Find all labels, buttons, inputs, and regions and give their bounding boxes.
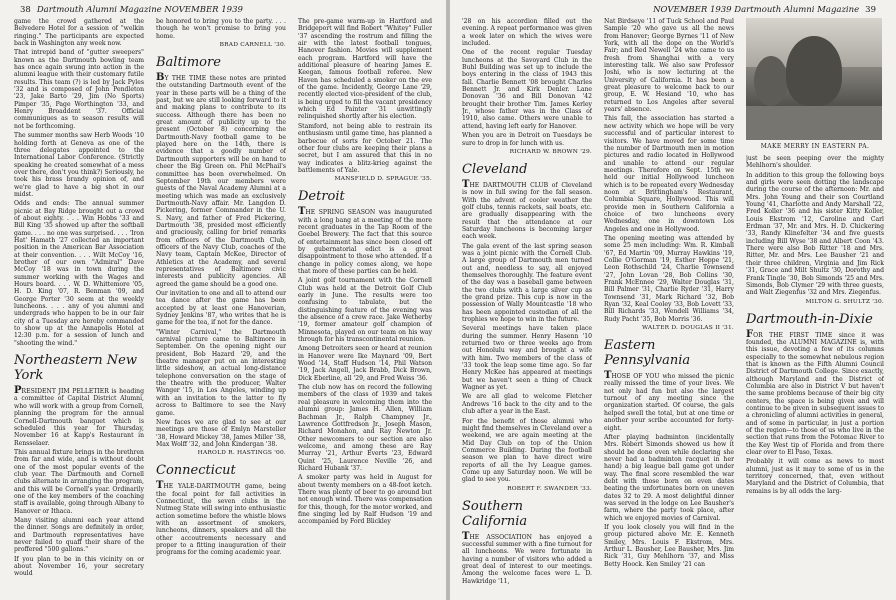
article-paragraph: If you look closely you will find in the group pictured above Mr. E. Kenneth Smiley, Mrs. Louis F. Ekstrom, Mrs. Arthur L. Bausher, Lee Bausher, Mrs. Jim Rick '31, Guy Mehlhorn '37, and Miss Betty Hoock. Ken Smiley '21 can <box>604 523 734 568</box>
article-paragraph: We are all glad to welcome Fletcher Andrews '16 back to the city and to the club after a year in the East. <box>462 393 592 416</box>
article-paragraph: THOSE OF YOU who missed the picnic really missed the time of your lives. We not only had fun but also the largest turnout of any meeting since the organization started. Of course, the gals helped swell the total, but at one time or another your scribe accounted for forty-eight. <box>604 370 734 432</box>
correspondent-signature: HAROLD R. HASTINGS '00. <box>197 450 286 457</box>
section-heading: Southern California <box>462 498 528 529</box>
article-paragraph: just be seen peeping over the mighty Mehlhorn's shoulder. <box>746 155 884 170</box>
article-paragraph: THE DARTMOUTH CLUB of Cleveland is now in full swing for the fall season. With the advent of cooler weather the golf clubs, tennis rackets, sail boats, etc. are gradually disappearing with the result that the attendance at our Saturday luncheons is becoming larger each week. <box>462 178 592 241</box>
article-paragraph: This annual fixture brings in the brethren from far and wide, and is without doubt one of the most popular events of the club year. The Dartmouth and Cornell clubs alternate in arranging the program, and this will be Cornell's year. Ordinarily one of the key members of the coaching staff is available, going through Albany to Hanover or Ithaca. <box>14 448 144 515</box>
article-paragraph: game the crowd gathered at the Belvedere Hotel for a session of "welkin ringing." The participants are expected back in Washington any week now. <box>14 18 144 48</box>
right-column-1 <box>462 18 592 598</box>
article-paragraph: BY THE TIME these notes are printed the outstanding Dartmouth event of the year in these parts will be a thing of the past, but we are still looking forward to it and making plans to contribute to its success. Although there has been no great amount of publicity up to the present (October 8) concerning the Dartmouth-Navy football game to be played here on the 14th, there is evidence that a goodly number of Dartmouth supporters will be on hand to cheer the Big Green on. Phil McPhail's committee has been overwhelmed. On September 19th our members were guests of the Naval Academy Alumni at a meeting which was made an exclusively Dartmouth-Navy affair. Mr. Langdon D. Pickering, former Commander in the U. S. Navy, and father of Fred Pickering, Dartmouth '38, presided most efficiently and graciously, calling for brief remarks from officers of the Dartmouth Club, officers of the Navy Club, coaches of the Navy team, Captain McKee, Director of Athletics at the Academy, and several representatives of Baltimore civic interests and publicity agencies. All agreed the game should be a good one. <box>156 72 286 288</box>
article-paragraph: After playing badminton (incidentally Mrs. Robert Simonds showed us how it should be done even while declaring she never had a badminton racquet in her hand) a big league ball game got under way. The final score resembled the war debt with those born on even dates beating the unfortunates born on uneven dates 32 to 29. A most delightful dinner was served in the lodge on Lee Bausher's farm, where the party took place, after which we enjoyed movies of Carnival. <box>604 433 734 522</box>
article-paragraph: For the benefit of those alumni who might find themselves in Cleveland over a weekend, we are again meeting at the Mid Day Club on top of the Union Commerce Building. During the football season we plan to have direct wire reports of all the Ivy League games. Come up any Saturday noon. We will be glad to see you. <box>462 417 592 484</box>
section-heading: Cleveland <box>462 161 528 177</box>
article-paragraph: Among Detroiters seen or heard at reunion in Hanover were Ike Maynard '09, Bert Wood '14, Staff Hudson '14, Phil Watson '19, Jack Angell, Jack Brabb, Dick Brown, Dick Eberline, all '29, and Fred Weiss '36. <box>298 345 432 382</box>
article-paragraph: Many visiting alumni each year attend the dinner. Songs are definitely in order, and Dartmouth representatives have never failed to quaff their share of the proffered "500 gallons." <box>14 516 144 554</box>
right-head-title: NOVEMBER 1939 Dartmouth Alumni Magazine <box>653 5 860 15</box>
photo-caption: MAKE MERRY IN EASTERN PA. <box>760 143 870 150</box>
article-paragraph: Odds and ends: The annual summer picnic at Bay Ridge brought out a crowd of about eighty. . . . Win Hobbs '33 and Bill King '35 showed up after the softball game. . . . no one was surprised. . . . 'Iron Hat' Hamath '27 collected an important position in the American Bar Association at their convention. . . . Wilt McCoy '16, brother of our own "Admiral" Dave McCoy '18 was in town during the summer working with the Wages and Hours board. . . . W. D. Whittemore '05, H. D. King '07, R. Benman '09, and George Porter '30 seem at the weekly luncheons. . . . any of you alumni and undergrads who happen to be in our fair city of a Tuesday are hereby commanded to show up at the Annapolis Hotel at 12:30 p.m. for a session of lunch and "shooting the wind." <box>14 200 144 347</box>
article-paragraph: The club now has on record the following members of the class of 1939 and takes real pleasure in welcoming them into the alumni group: James H. Allen, William Bachman Jr., Ralph Champney Jr., Lawrence Gottfredson Jr., Joseph Mason, Richard Monahon, and Ray Newton Jr. Other newcomers to our section are also welcome, and among these are Ray Murray '21, Arthur Everts '23, Edward Quint '25, Laurence Neville '26, and Richard Hubank '37. <box>298 384 432 472</box>
article-paragraph: When you are in Detroit on Tuesdays be sure to drop in for lunch with us. <box>462 132 592 147</box>
article-paragraph: The opening meeting was attended by some 25 men including: Wm. R. Kimball '67, Ed Martin '09, Murray Hawkins '19, Collie O'Gorman '19, Esther Hoppe '21, Leon Rothschild '24, Charlie Townsend '27, John Lovan '28, Bob Collins '30, Frank McEnnee '29, Walter Douglas '31, Bill Palmer '31, Charlie Ryder '31, Harry Townsend '31, Mark Richard '32, Bob Ryan '32, Keal Cooley '33, Bob Lovett '33, Bill Richards '33, Wendell Williams '34, Rudy Pacht '35, Bob Morris '36. <box>604 234 734 323</box>
article-paragraph: This fall, the association has started a new activity which we hope will be very successful and of particular interest to visitors. We have moved for some time the number of Dartmouth men in motion pictures and radio located in Hollywood and unable to attend our regular meetings. Therefore on Sept. 15th we held our initial Hollywood luncheon which is to be repeated every Wednesday noon at Brittingham's Restaurant, Columbia Square, Hollywood. This will provide men in Southern California a choice of two luncheons every Wednesday, one in downtown Los Angeles and one in Hollywood. <box>604 115 734 233</box>
left-head-title: Dartmouth Alumni Magazine NOVEMBER 1939 <box>36 5 243 15</box>
right-running-head <box>653 5 882 15</box>
right-column-3 <box>746 18 884 598</box>
section-heading: Northeastern New York <box>14 353 137 384</box>
section-heading: Dartmouth-in-Dixie <box>746 311 873 327</box>
article-paragraph: THE ASSOCIATION has enjoyed a successful summer with a fine turnout for all luncheons. We were fortunate in having a number of visitors who added a great deal of interest to our meetings. Among the welcome faces were L. D. Hawkridge '11, <box>462 530 592 585</box>
correspondent-signature: RICHARD W. BROWN '29. <box>509 148 592 155</box>
left-running-head <box>14 5 243 15</box>
article-paragraph: A smoker party was held in August for about twenty members on a 48-foot ketch. There was plenty of beer to go around but not enough wind. There was compensation for this, though, for the motor worked, and fine singing led by Ralf Hudson '19 and accompanied by Ford Blickley <box>298 474 432 526</box>
left-page <box>0 0 446 600</box>
correspondent-signature: WALTER D. DOUGLAS II '31. <box>641 325 734 332</box>
article-paragraph: The summer months saw Herb Woods '10 holding forth at Geneva as one of the three delegates appointed to the International Labor Conference. (Strictly speaking he created somewhat of a mess over there, don't you think?) Seriously, he took his brass brandy opinion of, and we're glad to have a big shot in our midst. <box>14 132 144 198</box>
article-paragraph: "Winter Carnival," the Dartmouth carnival picture came to Baltimore in September. On the opening night our president, Bob Hazard '29, and the theatre manager put on an interesting little sideshow, an actual long-distance telephone conversation on the stage of the theatre with the producer, Walter Wanger '15, in Los Angeles, winding up with an invitation to the latter to fly across to Baltimore to see the Navy game. <box>156 328 286 417</box>
right-column-2 <box>604 18 734 598</box>
correspondent-signature: ROBERT F. SWANDER '33. <box>507 485 592 492</box>
right-page-number: 39 <box>865 5 876 15</box>
correspondent-signature: MILTON G. SHULTZ '30. <box>805 298 884 305</box>
article-paragraph: New faces we are glad to see at our meetings are those of Emlyn Marsteller '38, Howard Mickey '38, James Miller '38, Max Wolff '32, and John Kindergan '38. <box>156 418 286 448</box>
left-column-2 <box>156 18 286 598</box>
article-paragraph: THE YALE-DARTMOUTH game, being the focal point for fall activities in Connecticut, the seven clubs in the Nutmeg State will swing into enthusiastic action sometime before the whistle blows with an assortment of smokers, luncheons, dinners, speakers and all the other accoutrements necessary and proper to a fitting inauguration of their programs for the coming academic year. <box>156 480 286 557</box>
article-paragraph: In addition to this group the following boys and girls were seen dotting the landscape during the course of the afternoon: Mr. and Mrs. John Young and their son Courtland Young '41, Charlotte and Andy Marshall '22, Fred Koller '36 and his sister Kitty Koller, Louis Ekstrom '12, Caroline and Carl Erdman '37, Mr. and Mrs. H. D. Chickering '33, Randy Klinefelter '34 and five guests including Bill Wyse '38 and Albert Coon '43. There were also Bob Ritter '18 and Mrs. Ritter, Mr. and Mrs. Lee Bausher '21 and their three children, Virginia and Jim Rick '31, Grace and Milt Shultz '30, Dorothy and Frank Tingle '30, Bob Simonds '25 and Mrs. Simonds, Bob Clymer '29 with three guests, and Walt Ziegenfus '32 and Mrs. Ziegenfus. <box>746 171 884 297</box>
section-heading: Eastern Pennsylvania <box>604 338 691 369</box>
section-heading: Baltimore <box>156 55 221 71</box>
section-heading: Connecticut <box>156 463 236 479</box>
article-paragraph: Stamford, not being able to restrain its enthusiasm until game time, has planned a barbecue of sorts for October 21. The other four clubs are keeping their plans a secret, but I am assured that this in no way indicates a blitz-krieg against the battlements of Yale. <box>298 122 432 174</box>
section-heading: Detroit <box>298 189 345 205</box>
picnic-group-photo <box>746 18 882 140</box>
article-paragraph: That intrepid band of "gutter sweepers" known as the Dartmouth bowling team has once again swung into action in the alumni league with their customary futile results. This team (?) is led by Jack Pyles '32 and is composed of John Pendleton '23, Jake Barto '29, Jim (No Sports) Pimper '35, Page Worthington '33, and Henry Broaddent '37. Official communiques as to season results will not be forthcoming. <box>14 49 144 130</box>
article-paragraph: Several meetings have taken place during the summer. Henry Hasenn '10 returned two or three weeks ago from out Honolulu way and brought a wife with him. Two members of the class of '33 took the leap some time ago. So far Henry McKee has appeared at meetings but we haven't seen a thing of Chuck Wagner as yet. <box>462 325 592 392</box>
article-paragraph: '28 on his accordion filled out the evening. A repeat performance was given a week later on which the wives were included. <box>462 18 592 48</box>
correspondent-signature: MANSFIELD D. SPRAGUE '35. <box>334 176 432 183</box>
article-paragraph: Probably it will come as news to most alumni, just as it may to some of us in the territory concerned, that, even without Maryland and the District of Columbia, that remains is by all odds the larg- <box>746 458 884 495</box>
article-paragraph: The pre-game warm-up in Hartford and Bridgeport will find Robert "Whitey" Fuller '37 ascending the rostrum and filling the air with the latest football tongues, Hanover fashion. Movies will supplement each program. Hartford will have the additional pleasure of hearing James E. Keegan, famous football referee. New Haven has scheduled a smoker on the eve of the game. Incidently, George Lane '29, recently elected vice-president of the club, is being urged to fill the vacant presidency which Ed Painter '31 unwittingly relinquished shortly after his election. <box>298 18 432 121</box>
article-paragraph: PRESIDENT JIM PELLETIER is heading a committee of Capital District Alumni, who will work with a group from Cornell, planning the program for the annual Cornell-Dartmouth banquet which is scheduled this year for Thursday, November 16 at Kapp's Restaurant in Rensselaer. <box>14 385 144 447</box>
article-paragraph: The gala event of the last spring season was a joint picnic with the Cornell Club. A large group of Dartmouth men turned out and, needless to say, all enjoyed themselves thoroughly. The feature event of the day was a baseball game between the two clubs with a large silver cup as the grand prize. This cup is now in the possession of Wally Mountcastle '18 who has been appointed custodian of all the trophies we hope to win in the future. <box>462 242 592 324</box>
right-page <box>450 0 896 600</box>
left-column-3 <box>298 18 432 598</box>
left-page-number: 38 <box>20 5 31 15</box>
article-paragraph: FOR THE FIRST TIME since it was founded, the ALUMNI MAGAZINE is, with this issue, devoting a few of its columns especially to the somewhat nebulous region that is known as the Fifth Alumni Council District of Dartmouth College. Since exactly, although Maryland and the District of Columbia are also in District V but haven't the same problems because of their big city centers, the space is being given and will continue to be given in subsequent issues to a chronicling of alumni activities in general, and of some in particular, in just a portion of the region—to those of us who live in the section that runs from the Potomac River to the Key West tip of Florida and from there clear over to El Paso, Texas. <box>746 328 884 457</box>
article-paragraph: If you plan to be in this vicinity on or about November 16, your secretary would <box>14 555 144 578</box>
correspondent-signature: BRAD CARNELL '30. <box>219 42 286 49</box>
article-paragraph: Nat Birdseye '11 of Tuck School and Paul Sample '20 who gave us all the news from Hanover; George Byrnes '11 of New York, with all the dope on the World's Fair; and Red Newell '24 who came to us fresh from Shanghai with a very interesting talk. We also saw Professor Joshi, who is now lecturing at the University of California. It has been a great pleasure to welcome back to our group, E. W. Hesiand '10, who has returned to Los Angeles after several years' absence. <box>604 18 734 114</box>
article-paragraph: A joint golf tournament with the Cornell Club was held at the Detroit Golf Club early in June. The results were too confusing to tabulate, but the distinguishing feature of the evening was the absence of a crew race. Jake Wetherby '19, former amateur golf champion of Minnesota, played on our team on his way through for his transcontinental reunion. <box>298 277 432 344</box>
article-paragraph: Our invitation to one and all to attend our tea dance after the game has been accepted by at least one Hanoverian, Sydney Jenkins '87, who writes that he is game for the tea, if not for the dance. <box>156 290 286 327</box>
left-column-1 <box>14 18 144 598</box>
article-paragraph: THE SPRING SEASON was inaugurated with a long bang at a meeting of the more recent graduates in the Tap Room of the Goebel Brewery. The fact that this source of entertainment has since been closed off by gubernatorial edict is a great disappointment to those who attended. If a change in policy comes along, we hope that more of these parties can be held. <box>298 206 432 275</box>
article-paragraph: be honored to bring you to the party. . . . though he won't promise to bring you home. <box>156 18 286 40</box>
article-paragraph: One of the recent regular Tuesday luncheons at the Savoyard Club in the Buhl Building was set up to include the boys entering in the class of 1943 this fall. Charlie Bennett '08 brought Charles Bennett Jr. and Kirk Denler. Lane Donovan '36 and Bill Donovan '42 brought their brother Tim. James Kerley Jr., whose father was in the Class of 1910, also came. Others were unable to attend, having left early for Hanover. <box>462 49 592 130</box>
